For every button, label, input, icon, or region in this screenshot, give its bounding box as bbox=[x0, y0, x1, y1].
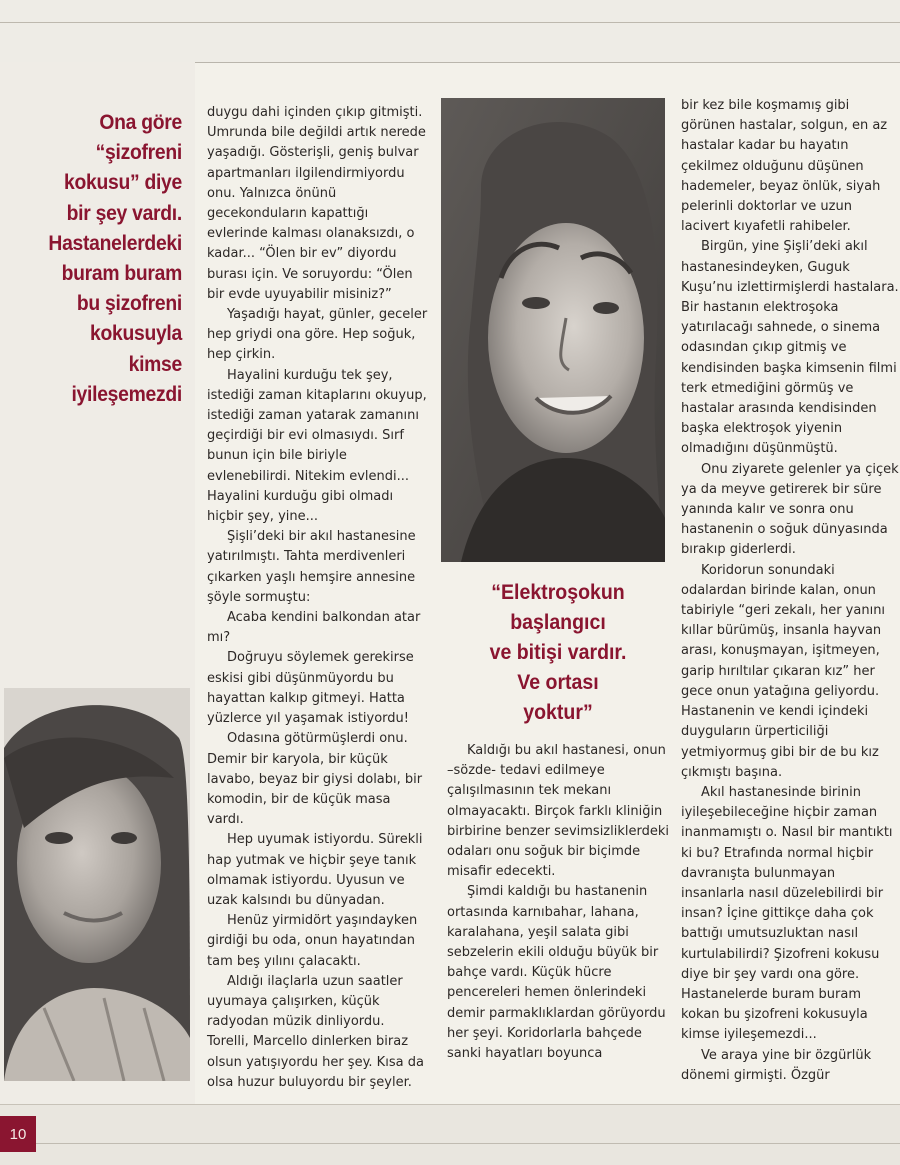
paragraph: Kaldığı bu akıl hastanesi, onun –sözde- tedavi edilmeye çalışılmasının tek mekanı olmayacaktı. Birçok farklı kliniğin birbirine benzer sevimsizliklerdeki odaları onu soğuk bir biçimde misafir edecekti. bbox=[447, 743, 670, 880]
pullquote-line: Hastanelerdeki bbox=[48, 231, 182, 255]
article-column-3 bbox=[681, 96, 899, 1086]
page-number: 10 bbox=[0, 1116, 36, 1152]
pullquote-line: buram buram bbox=[61, 262, 182, 286]
paragraph: Akıl hastanesinde birinin iyileşebileceğine hiçbir zaman inanmamıştı o. Nasıl bir mantıktı ki bu? Etrafında normal hiçbir davranışta bulunmayan insanlarla nasıl düzelebilirdi bir insan? İçine gittikçe daha çok battığı umutsuzluktan nasıl kurtulabilirdi? Şizofreni kokusu diye bir şey vardı ona göre. Hastanelerde buram buram kokan bu şizofreni kokusuyla kimse iyileşemezdi... bbox=[681, 784, 893, 1043]
pullquote-line: kokusu” diye bbox=[63, 171, 182, 195]
paragraph: Şimdi kaldığı bu hastanenin ortasında karnıbahar, lahana, karalahana, yeşil salata gibi sebzelerin ekili olduğu büyük bir bahçe vardı. Küçük hücre pencereleri hemen önlerindeki demir parmaklıklardan görüyordu her şeyi. Koridorlarla bahçede sanki hayatları boyunca bbox=[447, 884, 666, 1062]
paragraph: Onu ziyarete gelenler ya çiçek ya da meyve getirerek bir süre yanında kalır ve sonra onu hastanenin o soğuk dünyasında bırakıp giderlerdi. bbox=[681, 461, 899, 558]
pullquote-left bbox=[24, 108, 182, 410]
pullquote-line: Ona göre bbox=[99, 111, 182, 134]
paragraph: Hep uyumak istiyordu. Sürekli hap yutmak ve hiçbir şeye tanık olmamak istiyordu. Uyusun ve uzak kalsındı bu dünyadan. bbox=[207, 832, 423, 908]
pullquote-line: “şizofreni bbox=[95, 141, 182, 165]
top-margin-band bbox=[0, 0, 900, 63]
paragraph: Ve araya yine bir özgürlük dönemi girmişti. Özgür bbox=[681, 1047, 872, 1083]
paragraph: Doğruyu söylemek gerekirse eskisi gibi düşünmüyordu bu hayattan kalkıp gitmeyi. Hatta yüzlerce yıl yaşamak istiyordu! bbox=[207, 650, 414, 727]
pullquote-line: kimse bbox=[128, 352, 182, 376]
pullquote-line: ve bitişi vardır. bbox=[489, 641, 627, 664]
paragraph: Birgün, yine Şişli’deki akıl hastanesindeyken, Guguk Kuşu’nu izlettirmişlerdi hastalara. Bir hastanın elektroşoka yatırılacağı sahnede, o sinema odasından çıkıp gitmiş ve kendisinden başka kimsenin filmi terk etmediğini görmüş ve hastalar arasında kendisinden başka elektroşok yiyenin olmadığını düşünmüştü. bbox=[681, 239, 899, 457]
pullquote-line: kokusuyla bbox=[89, 322, 182, 346]
bottom-margin-band bbox=[0, 1104, 900, 1165]
paragraph: Acaba kendini balkondan atar mı? bbox=[207, 610, 421, 646]
paragraph: Koridorun sonundaki odalardan birinde kalan, onun tabiriyle “geri zekalı, her yanını kıllar bürümüş, insanla hayvan arası, konuşmayan, işitmeyen, garip hırıltılar çıkaran kız” her gece onun yatağına geliyordu. Hastanenin ve kendi içindeki duyguların ürperticiliği yetmiyormuş gibi bir de bu kız çıkmıştı başına. bbox=[681, 562, 886, 780]
portrait-photo-main bbox=[441, 98, 665, 562]
paragraph: bir kez bile koşmamış gibi görünen hastalar, solgun, en az hastalar kadar bu hayatın çekilmez olduğunu düşünen hademeler, beyaz önlük, siyah pelerinli doktorlar ve uzun lacivert kıyafetli rahibeler. bbox=[681, 98, 888, 235]
paragraph: Yaşadığı hayat, günler, geceler hep griydi ona göre. Hep soğuk, hep çirkin. bbox=[207, 307, 428, 363]
paragraph: Odasına götürmüşlerdi onu. Demir bir karyola, bir küçük lavabo, beyaz bir giysi dolabı, bir komodin, bir de küçük masa vardı. bbox=[207, 731, 423, 828]
paragraph: duygu dahi içinden çıkıp gitmişti. Umrunda bile değildi artık nerede yaşadığı. Gösterişli, geniş bulvar apartmanları ilgilendirmiyordu onu. Yalnızca önünü gecekonduların kapattığı evlerinde kalması olanaksızdı, o kadar... “Ölen bir ev” diyordu burası için. Ve soruyordu: “Ölen bir evde uyuyabilir misiniz?” bbox=[207, 105, 426, 302]
pullquote-line: bu şizofreni bbox=[76, 292, 182, 316]
paragraph: Aldığı ilaçlarla uzun saatler uyumaya çalışırken, küçük radyodan müzik dinliyordu. Torelli, Marcello dinlerken biraz olsun yatışıyordu her şey. Kısa da olsa huzur buluyordu bir şeyler. bbox=[207, 973, 424, 1090]
paragraph: Şişli’deki bir akıl hastanesine yatırılmıştı. Tahta merdivenleri çıkarken yaşlı hemşire annesine şöyle sormuştu: bbox=[207, 529, 416, 605]
bottom-rule bbox=[36, 1143, 900, 1144]
pullquote-line: bir şey vardı. bbox=[66, 201, 182, 225]
paragraph: Henüz yirmidört yaşındayken girdiği bu oda, onun hayatından tam beş yılını çalacaktı. bbox=[207, 913, 418, 969]
pullquote-line: iyileşemezdi bbox=[71, 382, 182, 406]
top-rule bbox=[0, 22, 900, 23]
pullquote-center bbox=[455, 578, 661, 728]
article-column-2 bbox=[447, 741, 669, 1064]
portrait-photo-small-image bbox=[4, 688, 190, 1081]
pullquote-line: Ve ortası bbox=[517, 671, 599, 694]
paragraph: Hayalini kurduğu tek şey, istediği zaman kitaplarını okuyup, istediği zaman yatarak zamanını geçirdiği bir evi olmasıydı. Sırf bunun için bile biriyle evlenebilirdi. Nitekim evlendi... Hayalini kurduğu gibi olmadı hiçbir şey, yine... bbox=[207, 367, 427, 525]
article-column-1 bbox=[207, 103, 429, 1093]
portrait-photo-main-image bbox=[441, 98, 665, 562]
pullquote-line: “Elektroşokun bbox=[491, 581, 625, 604]
pullquote-line: başlangıcı bbox=[510, 611, 606, 634]
pullquote-line: yoktur” bbox=[523, 701, 593, 724]
portrait-photo-small bbox=[4, 688, 190, 1081]
